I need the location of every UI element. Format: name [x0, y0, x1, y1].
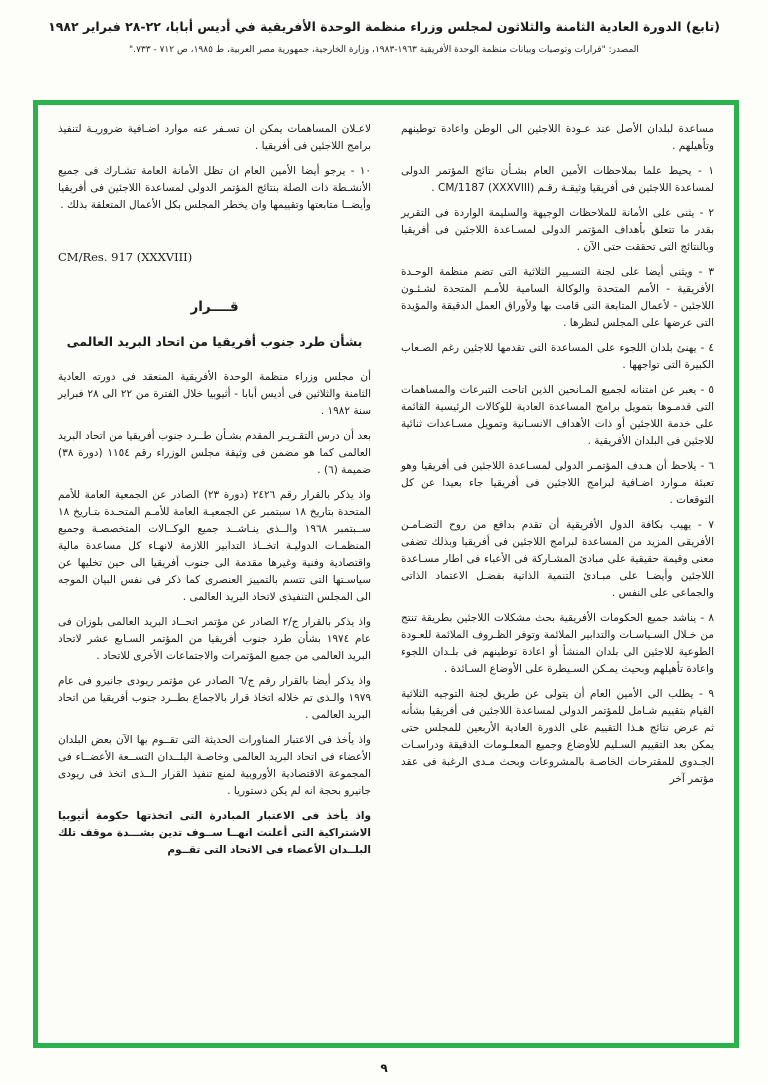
paragraph: واذ يذكر بالقرار رقم ٢٤٢٦ (دورة ٢٣) الصادر عن الجمعية العامة للأمم المتحدة بتاريخ ١٨ سبتمبر عن الجمعيـة العامة للأمـم المتحـدة بتـاريخ ١٨ ســبتمبر ١٩٦٨ والــذى ينـاشــد جميع الوكــالات المتخصصـة وجميع المنظمـات الدوليـة اتخــاذ التدابير اللازمة لانهـاء كل مساعدة مالية واقتصادية وفنية وغيرها مقدمة الى جنوب أفريقيا الى حين تخليها عن سياسـتها التى تتسم بالتمييز العنصرى كما ذكر فى نفس البيان الموجه الى المجلس التنفيذى لاتحاد البريد العالمى . [58, 488, 371, 603]
green-border-frame [33, 100, 739, 1048]
paragraph: لاعـلان المساهمات يمكن ان تسـفر عنه موارد اضـافية ضروريـة لتنفيذ برامج اللاجئين فى أفريقيا . [58, 123, 371, 152]
two-column-layout [58, 121, 714, 1031]
page-header [0, 0, 768, 55]
paragraph-item-2: ٢ - يثنى على الأمانة للملاحظات الوجيهة والسليمة الواردة فى التقرير بقدر ما تتعلق بأهداف المؤتمر الدولى لمسـاعدة اللاجئين فى أفريقيا وبالنتائج التى تحققت حتى الآن . [401, 207, 714, 253]
paragraph-item-9: ٩ - يطلب الى الأمين العام أن يتولى عن طريق لجنة التوجيه الثلاثية القيام بتقييم شـامل للمؤتمر الدولى لمساعدة اللاجئين فى أفريقيا بشأنه ثم عرض نتائج هـذا التقييم على الدورة العادية الأربعين للمجلس حتى يمكن بعد التقييم السـليم للأوضاع وجميع المعلـومات الدقيقة ودراسـات الجـدوى للمقترحات الخاصـة بالمشروعات وبحث مـدى الرغبة فى عقد مؤتمر آخر [401, 688, 714, 785]
column-right [401, 121, 714, 1031]
paragraph-item-7: ٧ - يهيب بكافة الدول الأفريقية أن تقدم بدافع من روح التضـامـن الأفريقى المزيد من المساعدة لبرامج اللاجئين فى أفريقيا وبذلك تضفى معنى وقيمة حقيقية على مبادئ المشـاركة فى الأعباء فى اطار مسـاعدة اللاجئين وأيضـا على مبـادئ التنمية الذاتية بفضـل الاعتماد الذاتى والجماعى على النفس . [401, 519, 714, 599]
paragraph-item-4: ٤ - يهنئ بلدان اللجوء على المساعدة التى تقدمها للاجئين رغم الصـعاب الكبيرة التى تواجهها . [401, 342, 714, 371]
page-number: ٩ [380, 1061, 388, 1075]
resolution-subtitle: بشأن طرد جنوب أفريقيا من اتحاد البريد العالمى [66, 334, 363, 350]
paragraph-item-10: ١٠ - يرجو أيضا الأمين العام ان تظل الأمانة العامة تشـارك فى جميع الأنشـطة ذات الصلة بنتائج المؤتمر الدولى لمساعدة اللاجئين فى أفريقيا وأيضــا متابعتها وتقييمها وان يخطر المجلس بكل الأعمال المتعلقة بذلك . [58, 165, 371, 211]
paragraph-item-8: ٨ - يناشد جميع الحكومات الأفريقية بحث مشكلات اللاجئين بطريقة تنتج من خـلال السـياسـات والتدابير الملائمة وتوفر الظـروف الملائمة للعـودة الطوعية للاجئين الى بلدان المنشأ أو اعادة توطينهم فى بلـدان اللجوء واعادة تأهيلهم وبحيث يمـكن السـيطرة على الأوضاع السـائدة . [401, 612, 714, 675]
resolution-title: قــــرار [190, 298, 239, 315]
paragraph-item-5: ٥ - يعبر عن امتنانه لجميع المـانحين الذين اتاحت التبرعات والمساهمات التى قدمـوها بتمويل برامج المساعدة العادية للوكالات الرئيسية القائمة على خدمة اللاجئين أو ذات الأهداف الانسـانية وتمويل مسـاعدات ثنائية للاجئين فى البلدان الأفريقية . [401, 384, 714, 447]
paragraph-item-3: ٣ - ويثنى أيضا على لجنة التسـيير الثلاثية التى تضم منظمة الوحـدة الأفريقية - الأمم المتحدة والوكالة السامية للأمـم المتحدة لشـئـون اللاجئين - لأعمال المتابعة التى قامت بها ولأوراق العمل الدقيقة والمؤيدة التى عرضها على المجلس لنظرها . [401, 266, 714, 329]
resolution-reference: CM/Res. 917 (XXXVIII) [58, 250, 193, 264]
paragraph-item-1: ١ - يحيط علما بملاحظات الأمين العام بشـأن نتائج المؤتمر الدولى لمساعدة اللاجئين فى أفريقيا وثيقـة رقـم CM/1187 (XXXVIII) . [401, 165, 714, 194]
paragraph: واذ يأخذ فى الاعتبار المناورات الحديثة التى تقــوم بها الآن بعض البلدان الأعضاء فى اتحاد البريد العالمى وخاصـة البلــدان التســعة الأعضــاء فى المجموعة الاقتصادية الأوروبية لمنع تنفيذ القرار الــذى اتخذ فى ريودى جانيرو بحجة انه لم يكن دستوريا . [58, 733, 371, 797]
paragraph: واذ يذكر بالقرار ج/٢ الصادر عن مؤتمر اتحــاد البريد العالمى بلوزان فى عام ١٩٧٤ بشأن طرد جنوب أفريقيا من المؤتمر السـابع عشر لاتحاد البريد العالمى من جميع المؤتمرات والاجتماعات الأخرى للاتحاد . [58, 615, 372, 662]
paragraph: أن مجلس وزراء منظمة الوحدة الأفريقية المنعقد فى دورته العادية الثامنة والثلاثين فى أديس أبابا - أثيوبيا خلال الفترة من ٢٢ الى ٢٨ فبراير سنة ١٩٨٢ . [58, 370, 372, 417]
paragraph: بعد أن درس التقـريـر المقدم بشـأن طــرد جنوب أفريقيا من اتحاد البريد العالمى كما هو مضمن فى وثيقة مجلس الوزراء رقم ١١٥٤ (دورة ٣٨) ضميمة (٦) . [58, 429, 371, 476]
column-left [58, 121, 371, 1031]
header-title: (تابع) الدورة العادية الثامنة والثلاثون لمجلس وزراء منظمة الوحدة الأفريقية في أديس أبابا، ٢٢-٢٨ فبراير ١٩٨٢ [48, 19, 720, 34]
paragraph: واذ يذكر أيضا بالقرار رقم ج/٦ الصادر عن مؤتمر ريودى جانيرو فى عام ١٩٧٩ والـذى تم خلاله اتخاذ قرار بالاجماع بطــرد جنوب أفريقيا من اتحاد البريد العالمى . [58, 674, 371, 721]
paragraph-item-6: ٦ - يلاحظ أن هـدف المؤتمـر الدولى لمسـاعدة اللاجئين فى أفريقيا وهو تعبئة مـوارد اضـافية لبرامج اللاجئين فى أفريقيا جاء بعيدا عن كل التوقعات . [401, 460, 714, 506]
paragraph: واذ يأخذ فى الاعتبار المبادرة التى اتخذتها حكومة أثيوبيا الاشتراكية التى أعلنت انهــا ســوف تدين بشـــدة موقف تلك البلــدان الأعضاء فى الاتحاد التى تقــوم [58, 809, 371, 856]
header-source-line: المصدر: "قرارات وتوصيات وبيانات منظمة الوحدة الأفريقية ١٩٦٣-١٩٨٣، وزارة الخارجية، جمهورية مصر العربية، ط ١٩٨٥، ص ٧١٢ - ٧٣٣." [129, 44, 639, 55]
paragraph: مساعدة لبلدان الأصل عند عـودة اللاجئين الى الوطن واعادة توطينهم وتأهيلهم . [401, 123, 714, 152]
